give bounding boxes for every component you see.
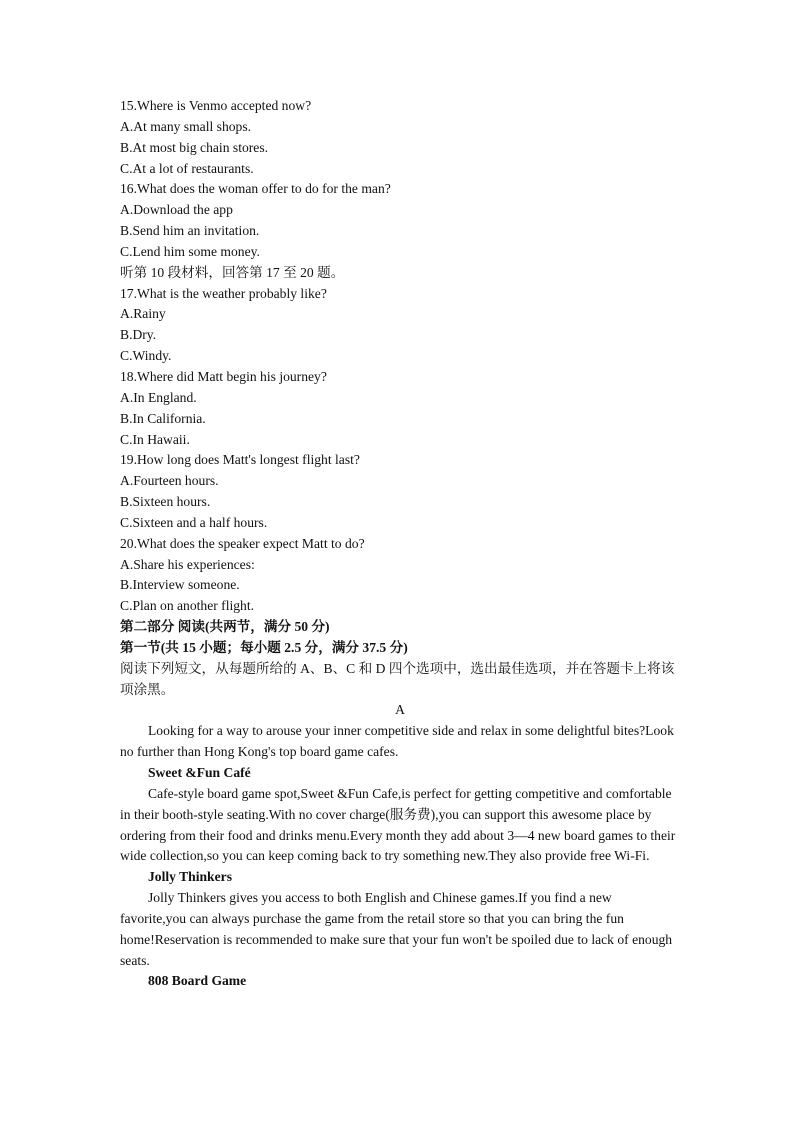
option-c: C.Windy. <box>120 348 172 364</box>
cafe-name: 808 Board Game <box>148 973 247 989</box>
option-a: A.Download the app <box>120 202 233 218</box>
cafe-jolly-thinkers <box>120 867 680 971</box>
question-stem: 20.What does the speaker expect Matt to do? <box>120 535 365 551</box>
cafe-description: Jolly Thinkers gives you access to both English and Chinese games.If you find a new favorite,you can always purchase the game from the retail store so that you can bring the fun home!Reservation is recommended to make sure that your fun won't be spoiled due to lack of enough seats. <box>120 890 673 968</box>
option-a: A.In England. <box>120 389 197 405</box>
document-page <box>120 96 680 992</box>
passage-intro: Looking for a way to arouse your inner competitive side and relax in some delightful bites?Look no further than Hong Kong's top board game cafes. <box>120 723 674 760</box>
cafe-description: Cafe-style board game spot,Sweet &Fun Cafe,is perfect for getting competitive and comfortable in their booth-style seating.With no cover charge(服务费),you can support this awesome place by ordering from their food and drinks menu.Every month they add about 3—4 new board games to their wide collection,so you can keep coming back to try something new.They also provide free Wi-Fi. <box>120 785 676 864</box>
question-stem: 17.What is the weather probably like? <box>120 285 327 301</box>
option-a: A.At many small shops. <box>120 118 252 134</box>
question-stem: 18.Where did Matt begin his journey? <box>120 368 327 384</box>
option-c: C.Sixteen and a half hours. <box>120 514 268 530</box>
option-c: C.In Hawaii. <box>120 431 190 447</box>
cafe-name: Sweet &Fun Café <box>148 765 251 780</box>
cafe-sweet-fun <box>120 763 680 867</box>
question-16 <box>120 179 680 262</box>
question-17 <box>120 284 680 367</box>
option-c: C.Plan on another flight. <box>120 598 255 614</box>
option-b: B.At most big chain stores. <box>120 139 269 155</box>
option-b: B.Send him an invitation. <box>120 223 260 239</box>
option-a: A.Fourteen hours. <box>120 473 219 489</box>
question-19 <box>120 450 680 533</box>
option-b: B.Interview someone. <box>120 577 240 593</box>
section-heading: 第一节(共 15 小题；每小题 2.5 分，满分 37.5 分) <box>120 639 408 655</box>
option-b: B.In California. <box>120 410 206 426</box>
cafe-808-board-game <box>120 971 680 992</box>
question-20 <box>120 534 680 617</box>
option-b: B.Dry. <box>120 327 157 343</box>
option-c: C.Lend him some money. <box>120 243 260 259</box>
question-stem: 19.How long does Matt's longest flight last? <box>120 452 360 468</box>
option-b: B.Sixteen hours. <box>120 494 211 510</box>
question-stem: 15.Where is Venmo accepted now? <box>120 98 312 113</box>
part-heading: 第二部分 阅读(共两节，满分 50 分) <box>120 619 330 635</box>
option-a: A.Rainy <box>120 306 166 322</box>
cafe-name: Jolly Thinkers <box>148 869 232 885</box>
question-stem: 16.What does the woman offer to do for the man? <box>120 181 391 197</box>
section-instruction: 阅读下列短文，从每题所给的 A、B、C 和 D 四个选项中，选出最佳选项，并在答题卡上将该项涂黑。 <box>120 660 675 697</box>
question-18 <box>120 367 680 450</box>
question-15 <box>120 96 680 179</box>
option-c: C.At a lot of restaurants. <box>120 160 254 176</box>
listening-instruction: 听第 10 段材料，回答第 17 至 20 题。 <box>120 264 345 280</box>
passage-label: A <box>395 702 405 718</box>
option-a: A.Share his experiences: <box>120 556 255 572</box>
